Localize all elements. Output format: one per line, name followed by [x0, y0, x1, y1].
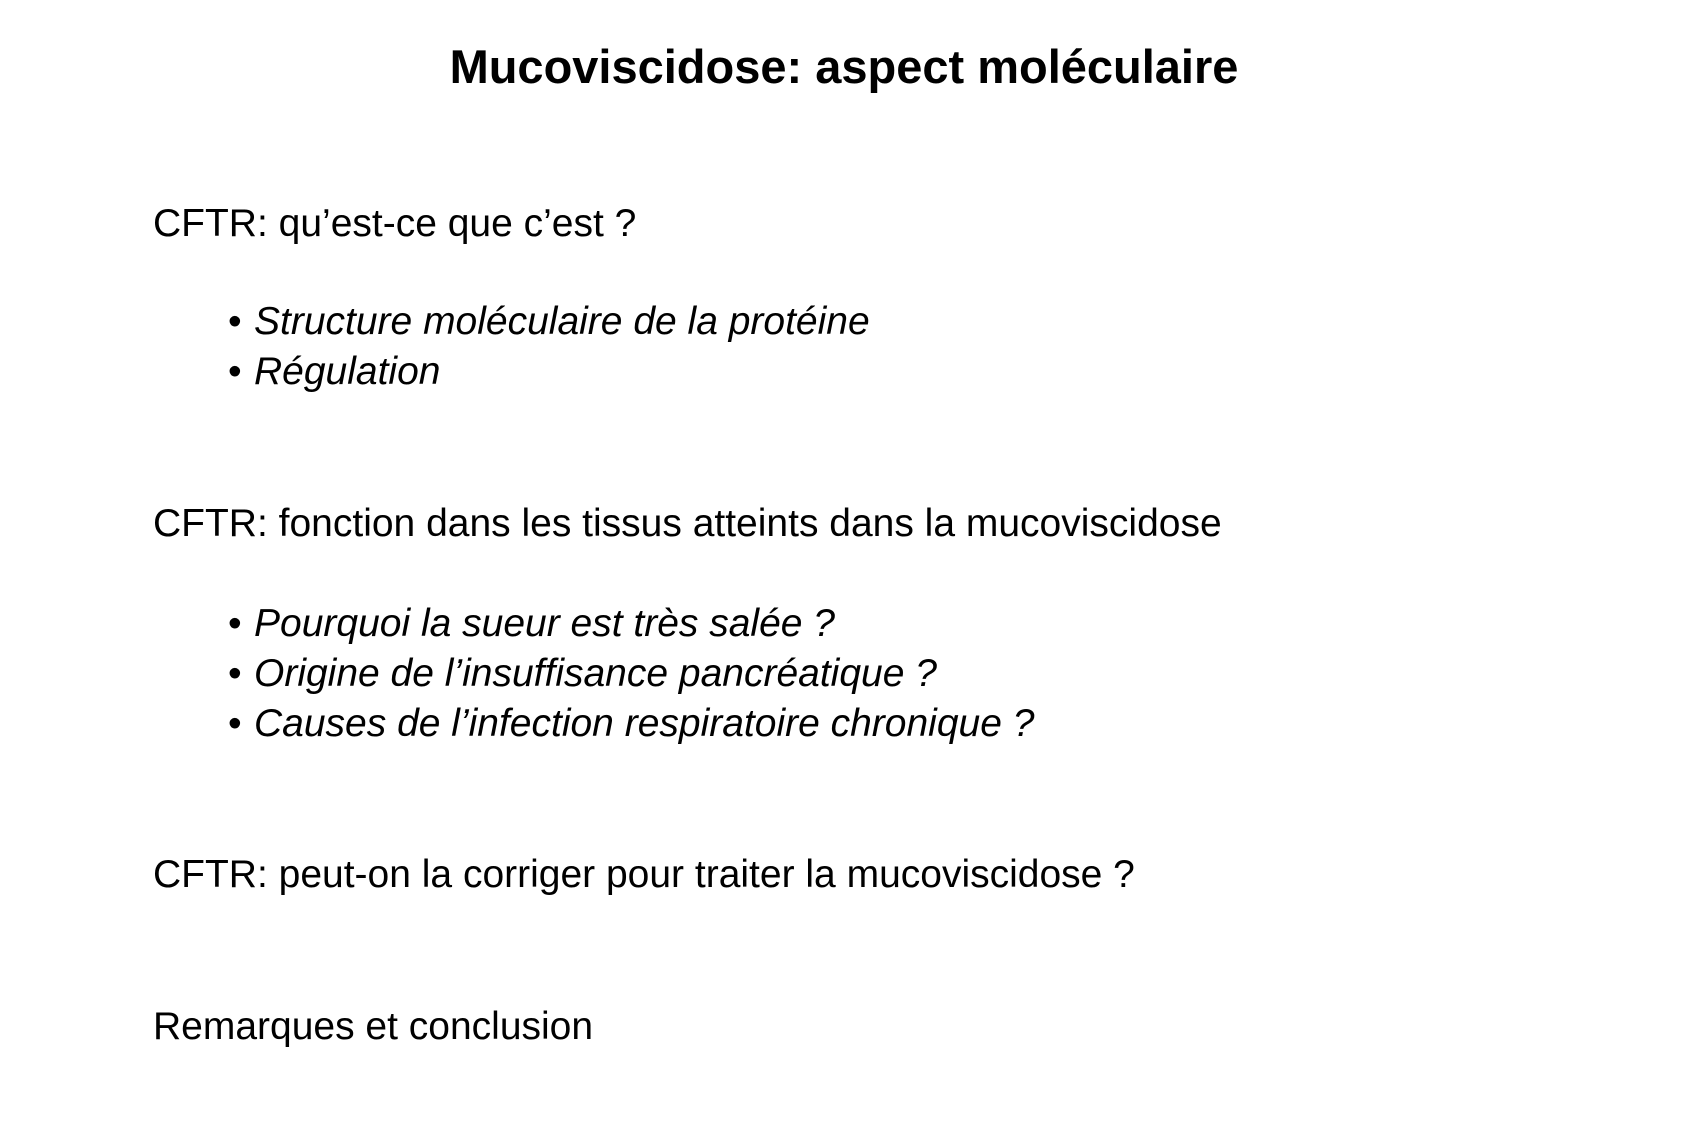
bullet-item: [228, 700, 1034, 748]
bullet-item: [228, 600, 835, 648]
bullet-icon: •: [228, 702, 242, 745]
section-heading-what-is-cftr: CFTR: qu’est-ce que c’est ?: [153, 202, 637, 245]
bullet-text: Causes de l’infection respiratoire chronique ?: [254, 702, 1035, 745]
bullet-item: [228, 298, 870, 346]
bullet-text: Origine de l’insuffisance pancréatique ?: [254, 652, 937, 695]
section-heading-correction: CFTR: peut-on la corriger pour traiter la mucoviscidose ?: [153, 853, 1135, 896]
section-heading-conclusion: Remarques et conclusion: [153, 1005, 594, 1048]
bullet-text: Régulation: [254, 350, 441, 393]
bullet-icon: •: [228, 300, 242, 343]
bullet-icon: •: [228, 652, 242, 695]
slide-title: Mucoviscidose: aspect moléculaire: [449, 40, 1239, 93]
bullet-item: [228, 348, 440, 396]
bullet-icon: •: [228, 350, 242, 393]
bullet-icon: •: [228, 602, 242, 645]
bullet-text: Pourquoi la sueur est très salée ?: [254, 602, 836, 645]
bullet-item: [228, 650, 937, 698]
section-heading-function-in-tissues: CFTR: fonction dans les tissus atteints dans la mucoviscidose: [153, 502, 1222, 545]
bullet-text: Structure moléculaire de la protéine: [254, 300, 870, 343]
